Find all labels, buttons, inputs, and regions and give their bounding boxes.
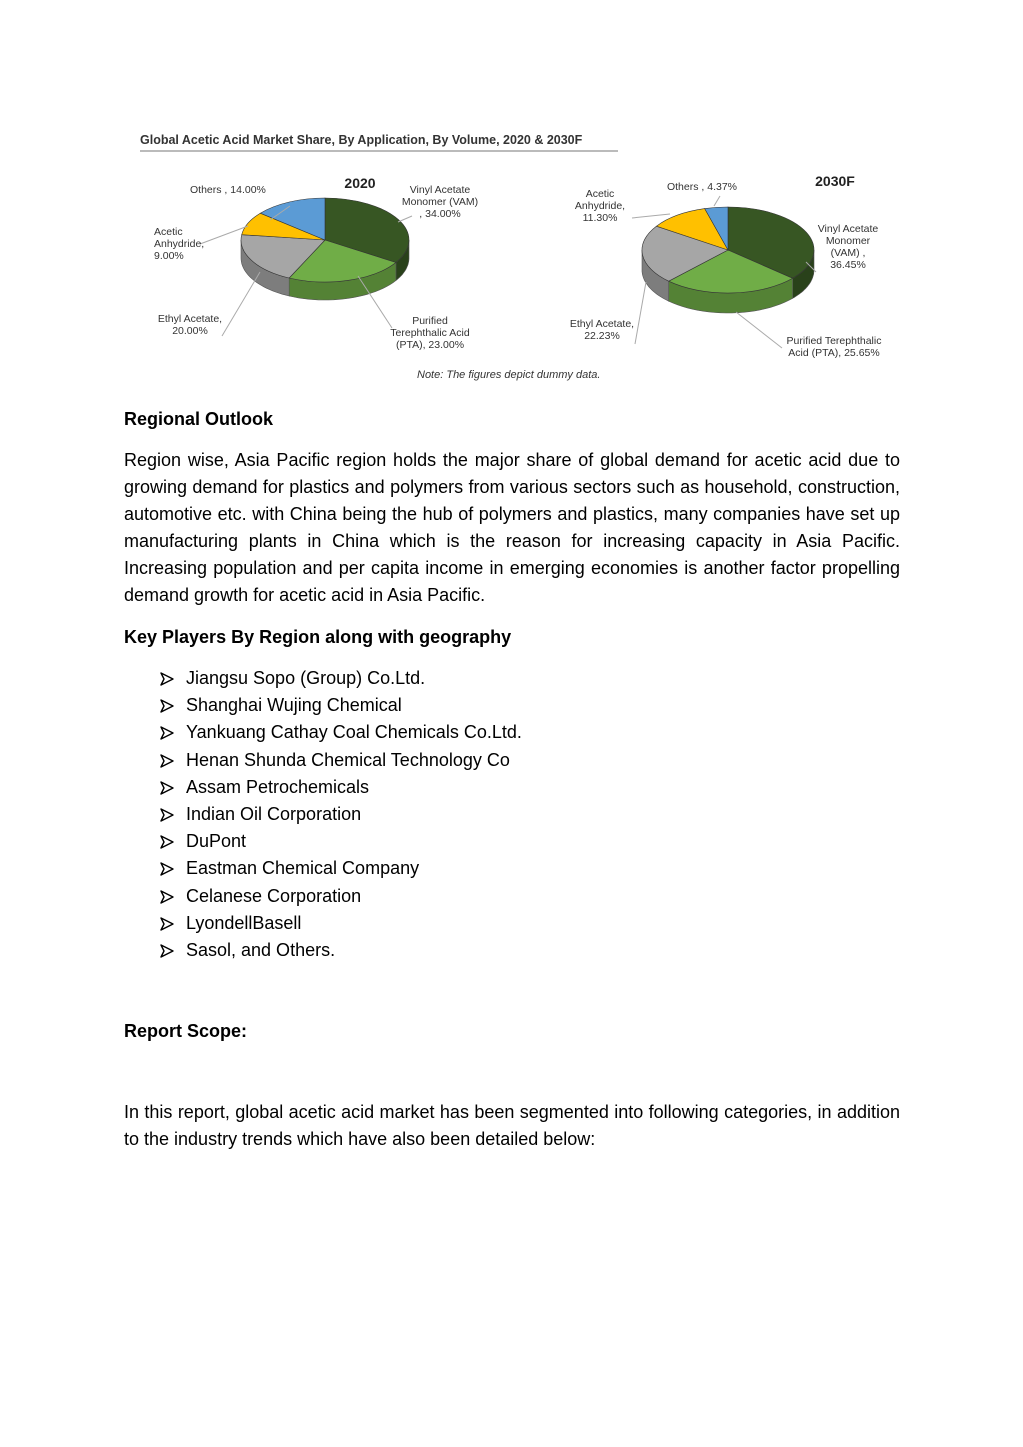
key-players-list — [124, 665, 900, 964]
arrow-bullet-icon — [160, 754, 174, 768]
pie-chart-title: 2030F — [815, 173, 855, 189]
figure-title: Global Acetic Acid Market Share, By Application, By Volume, 2020 & 2030F — [140, 133, 583, 147]
key-player-item — [124, 692, 900, 719]
arrow-bullet-icon — [160, 781, 174, 795]
leader-line — [635, 282, 646, 344]
arrow-bullet-icon — [160, 808, 174, 822]
key-players-heading: Key Players By Region along with geography — [124, 627, 512, 647]
arrow-bullet-icon — [160, 726, 174, 740]
key-player-item — [124, 910, 900, 937]
key-player-name: Assam Petrochemicals — [186, 776, 370, 797]
slice-label-pta: Purified Terephthalic Acid (PTA), 23.00% — [390, 315, 470, 351]
report-scope-heading: Report Scope: — [124, 1021, 248, 1041]
key-player-item — [124, 801, 900, 828]
key-player-name: Yankuang Cathay Coal Chemicals Co.Ltd. — [186, 722, 522, 743]
pie-group — [154, 173, 881, 359]
report-scope-section — [124, 1018, 900, 1045]
leader-line — [222, 272, 260, 336]
key-player-item — [124, 855, 900, 882]
arrow-bullet-icon — [160, 835, 174, 849]
pie-charts-svg — [130, 122, 910, 392]
key-player-name: Sasol, and Others. — [186, 939, 336, 960]
arrow-bullet-icon — [160, 672, 174, 686]
key-player-name: Shanghai Wujing Chemical — [186, 695, 402, 716]
arrow-bullet-icon — [160, 699, 174, 713]
report-scope-paragraph: In this report, global acetic acid market has been segmented into following categories, in addition to the industry trends which have also been detailed below: — [124, 1102, 900, 1149]
key-player-name: Indian Oil Corporation — [186, 803, 362, 824]
pie-chart-title: 2020 — [344, 175, 376, 191]
key-player-item — [124, 828, 900, 855]
slice-label-ethyl-acetate: Ethyl Acetate, 22.23% — [569, 318, 635, 342]
key-player-item — [124, 774, 900, 801]
leader-line — [632, 214, 670, 218]
key-player-name: Jiangsu Sopo (Group) Co.Ltd. — [186, 668, 426, 688]
figure-note: Note: The figures depict dummy data. — [417, 369, 601, 381]
market-share-figure — [130, 122, 910, 392]
arrow-bullet-icon — [160, 917, 174, 931]
slice-label-vam: Vinyl Acetate Monomer (VAM) , 36.45% — [817, 223, 879, 271]
leader-line — [736, 312, 782, 348]
key-player-item — [124, 665, 900, 692]
slice-label-ethyl-acetate: Ethyl Acetate, 20.00% — [157, 313, 223, 337]
key-player-name: DuPont — [186, 831, 247, 852]
slice-label-acetic-anhydride: Acetic Anhydride, 11.30% — [574, 188, 626, 224]
key-player-name: LyondellBasell — [186, 912, 302, 933]
key-player-name: Eastman Chemical Company — [186, 858, 420, 879]
leader-line — [398, 216, 412, 222]
regional-outlook-heading: Regional Outlook — [124, 409, 274, 429]
arrow-bullet-icon — [160, 862, 174, 876]
slice-label-acetic-anhydride: Acetic Anhydride, 9.00% — [154, 226, 205, 262]
key-player-item — [124, 883, 900, 910]
key-player-item — [124, 937, 900, 964]
key-player-name: Celanese Corporation — [186, 885, 362, 906]
slice-label-others: Others , 14.00% — [190, 184, 266, 196]
report-scope-body — [124, 1099, 900, 1153]
arrow-bullet-icon — [160, 890, 174, 904]
key-player-name: Henan Shunda Chemical Technology Co — [186, 749, 510, 770]
key-player-item — [124, 747, 900, 774]
slice-label-vam: Vinyl Acetate Monomer (VAM) , 34.00% — [401, 184, 479, 220]
slice-label-others: Others , 4.37% — [666, 181, 738, 193]
slice-label-pta: Purified Terephthalic Acid (PTA), 25.65% — [786, 335, 882, 359]
regional-outlook-section — [124, 406, 900, 609]
key-player-item — [124, 719, 900, 746]
arrow-bullet-icon — [160, 944, 174, 958]
key-players-section — [124, 624, 900, 964]
regional-outlook-paragraph: Region wise, Asia Pacific region holds the major share of global demand for acetic acid due to growing demand for plastics and polymers from various sectors such as household, construction, automotive etc. with China being the hub of polymers and plastics, many companies have set up manufacturing plants in China which is the reason for increasing capacity in Asia Pacific. Increasing population and per capita income in emerging economies is another factor propelling demand growth for acetic acid in Asia Pacific. — [124, 450, 900, 605]
leader-line — [714, 196, 720, 206]
